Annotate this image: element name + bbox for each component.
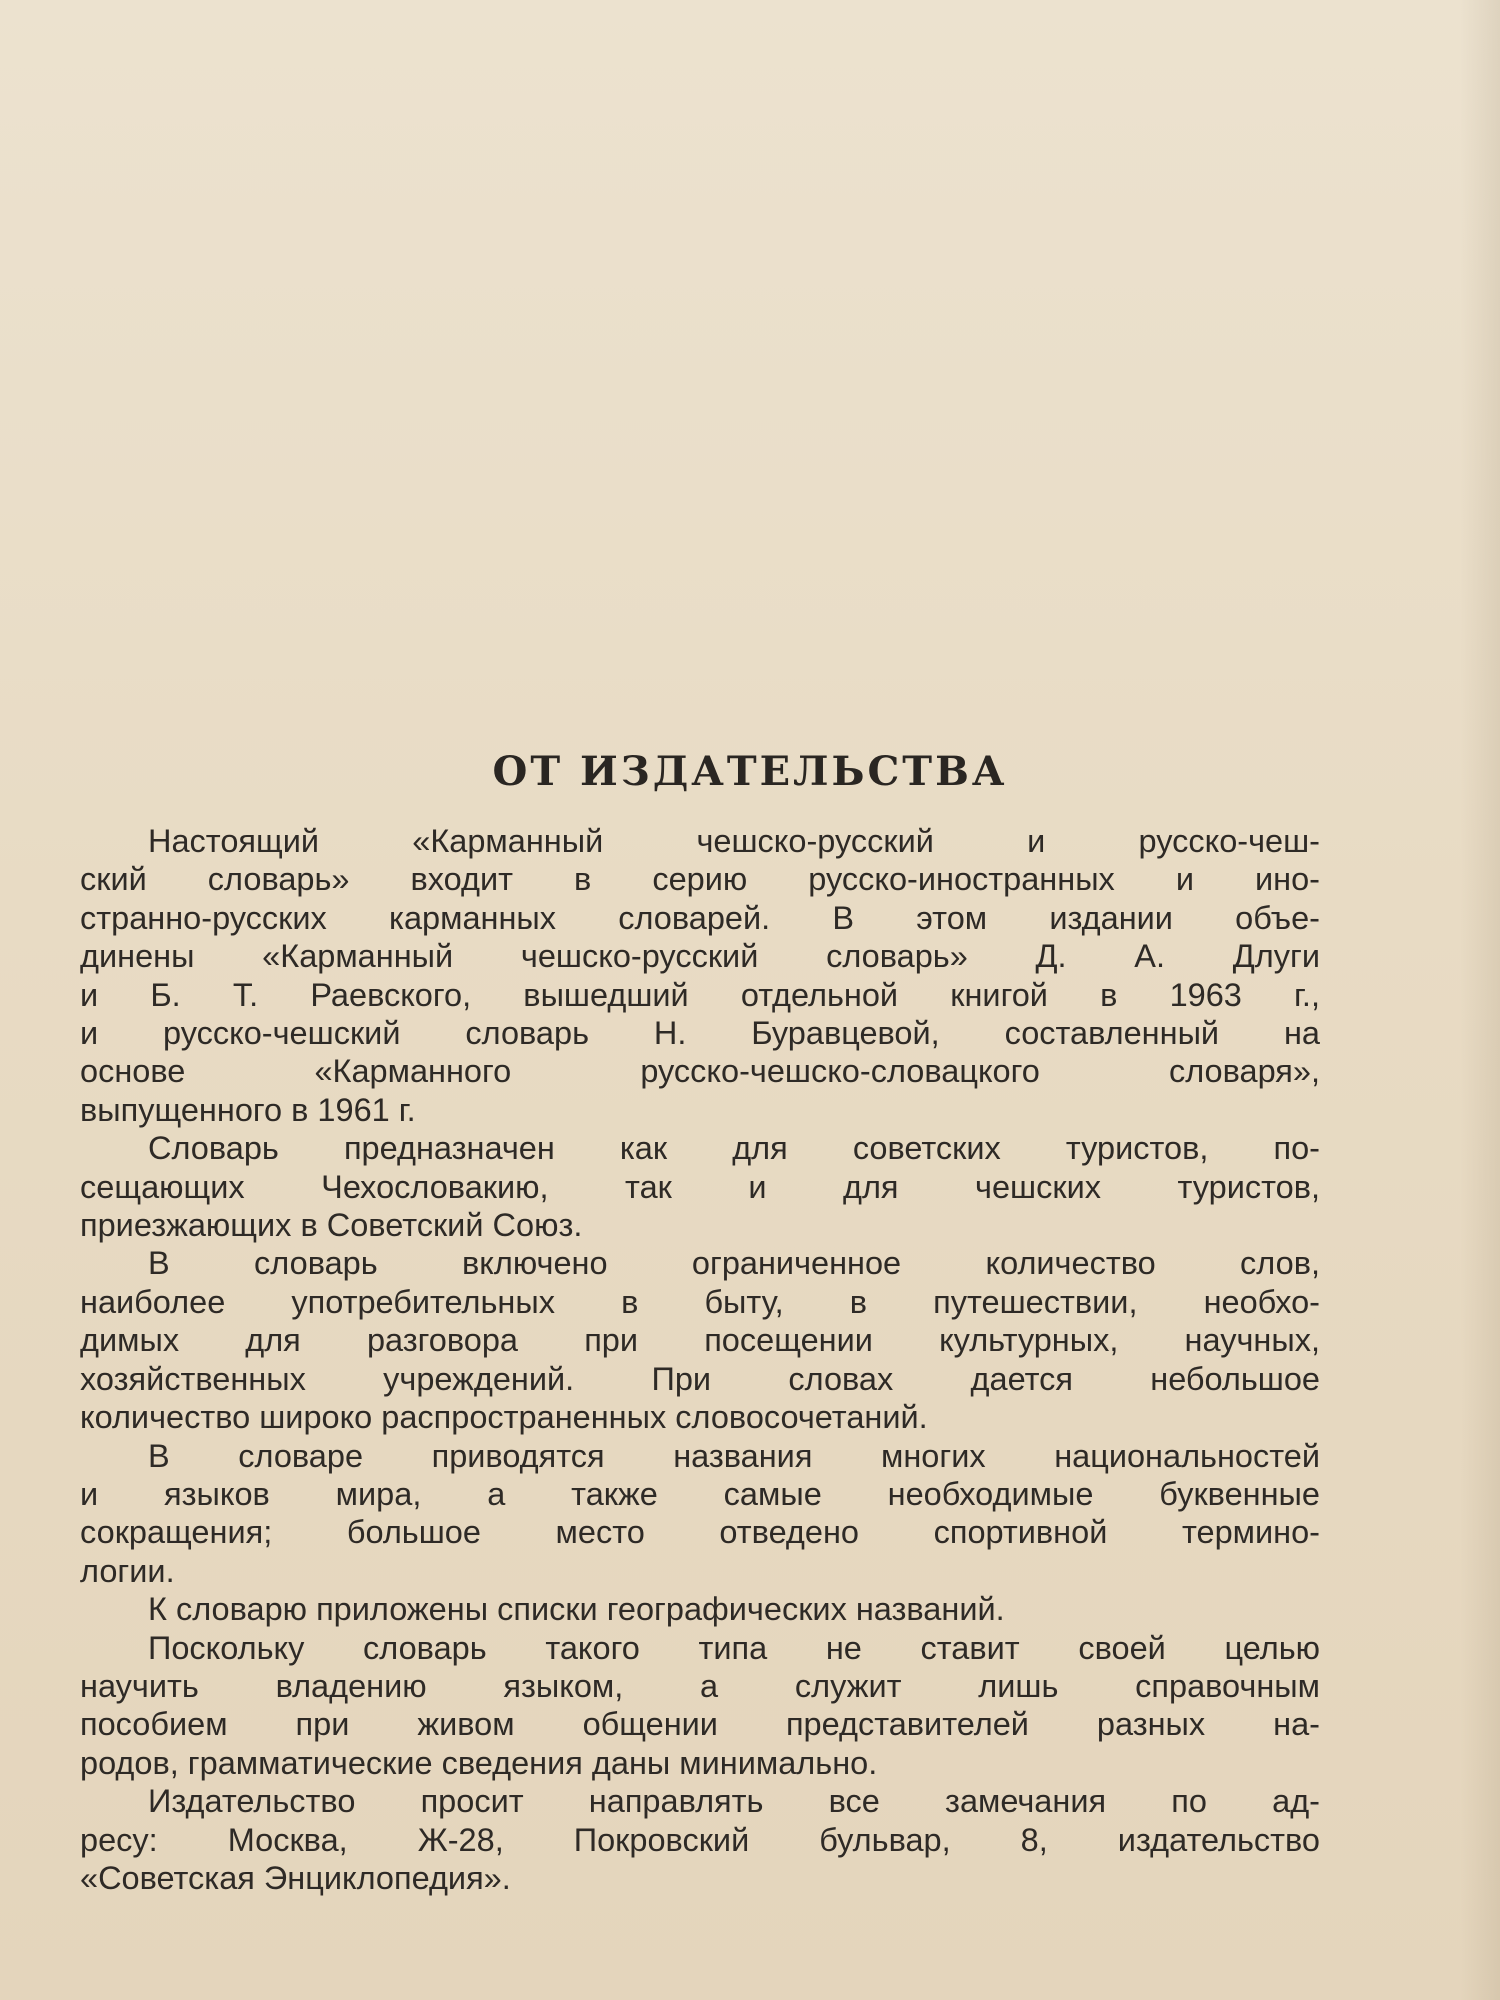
text-line: приезжающих в Советский Союз. bbox=[80, 1207, 583, 1244]
text-line: наиболее употребительных в быту, в путешествии, необхо- bbox=[80, 1283, 1320, 1320]
text-line: родов, грамматические сведения даны минимально. bbox=[80, 1744, 878, 1781]
text-line: странно-русских карманных словарей. В этом издании объе- bbox=[80, 899, 1320, 936]
text-line: Поскольку словарь такого типа не ставит своей целью bbox=[148, 1629, 1320, 1666]
text-line: и русско-чешский словарь Н. Буравцевой, составленный на bbox=[80, 1015, 1320, 1052]
text-line: К словарю приложены списки географических названий. bbox=[148, 1591, 1005, 1628]
paragraph bbox=[80, 822, 1320, 1129]
text-line: ресу: Москва, Ж-28, Покровский бульвар, 8, издательство bbox=[80, 1821, 1320, 1858]
text-line: выпущенного в 1961 г. bbox=[80, 1091, 416, 1128]
text-line: пособием при живом общении представителей разных на- bbox=[80, 1706, 1320, 1743]
text-line: Настоящий «Карманный чешско-русский и русско-чеш- bbox=[148, 823, 1320, 859]
text-line: и Б. Т. Раевского, вышедший отдельной книгой в 1963 г., bbox=[80, 976, 1320, 1013]
text-line: динены «Карманный чешско-русский словарь» Д. А. Длуги bbox=[80, 938, 1320, 975]
paragraph bbox=[80, 1437, 1320, 1591]
text-line: В словаре приводятся названия многих национальностей bbox=[148, 1437, 1320, 1474]
text-line: количество широко распространенных словосочетаний. bbox=[80, 1399, 928, 1436]
text-line: научить владению языком, а служит лишь справочным bbox=[80, 1667, 1320, 1704]
text-line: Издательство просит направлять все замечания по ад- bbox=[148, 1783, 1320, 1820]
text-line: основе «Карманного русско-чешско-словацкого словаря», bbox=[80, 1053, 1320, 1090]
text-line: В словарь включено ограниченное количество слов, bbox=[148, 1245, 1320, 1282]
paragraph bbox=[80, 1782, 1320, 1897]
text-line: ский словарь» входит в серию русско-иностранных и ино- bbox=[80, 861, 1320, 898]
text-line: сокращения; большое место отведено спортивной термино- bbox=[80, 1514, 1320, 1551]
paragraph bbox=[80, 1129, 1320, 1244]
text-line: Словарь предназначен как для советских туристов, по- bbox=[148, 1130, 1320, 1167]
page-edge-shadow bbox=[1460, 0, 1500, 2000]
text-line: «Советская Энциклопедия». bbox=[80, 1859, 511, 1896]
section-heading: ОТ ИЗДАТЕЛЬСТВА bbox=[492, 748, 1008, 795]
text-line: логии. bbox=[80, 1552, 175, 1589]
text-line: хозяйственных учреждений. При словах дается небольшое bbox=[80, 1360, 1320, 1397]
text-line: сещающих Чехословакию, так и для чешских туристов, bbox=[80, 1168, 1320, 1205]
text-line: димых для разговора при посещении культурных, научных, bbox=[80, 1322, 1320, 1359]
text-line: и языков мира, а также самые необходимые буквенные bbox=[80, 1475, 1320, 1512]
preface-text bbox=[80, 822, 1320, 1897]
paragraph bbox=[80, 1590, 1320, 1628]
paragraph bbox=[80, 1244, 1320, 1436]
paragraph bbox=[80, 1629, 1320, 1783]
